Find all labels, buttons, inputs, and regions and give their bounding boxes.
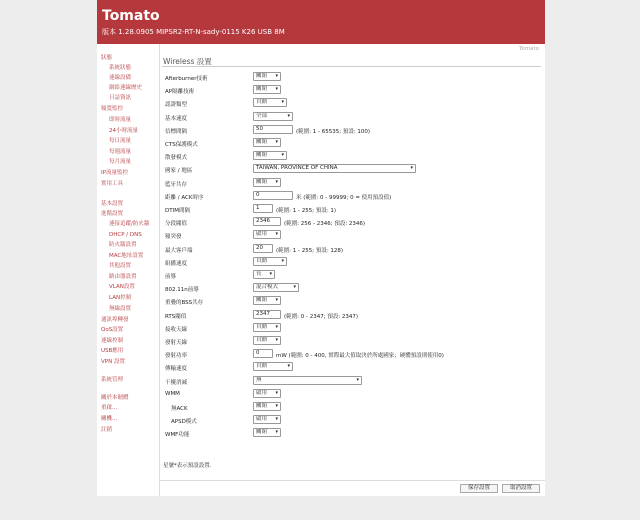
setting-row xyxy=(165,270,543,281)
nav-item[interactable]: 連線設備 xyxy=(109,75,132,81)
nav-item[interactable]: 其他設置 xyxy=(109,263,132,269)
setting-select[interactable]: 混合模式 ▾ xyxy=(253,283,299,292)
setting-select[interactable]: 啟用 ▾ xyxy=(253,389,281,398)
setting-label: RTS閥值 xyxy=(165,313,187,320)
setting-hint: (範圍: 1 - 255; 預設: 1) xyxy=(276,208,337,214)
setting-input[interactable]: 0 xyxy=(253,191,293,200)
content-area xyxy=(159,44,545,496)
setting-input[interactable]: 50 xyxy=(253,125,293,134)
setting-row xyxy=(165,178,543,189)
page-title: Wireless 設置 xyxy=(163,57,212,66)
nav-item[interactable]: 進階設置 xyxy=(101,211,124,217)
setting-label: 組播速度 xyxy=(165,260,188,267)
setting-select[interactable]: 自動 ▾ xyxy=(253,257,287,266)
setting-input[interactable]: 0 xyxy=(253,349,273,358)
nav-item[interactable]: 網絡連線歷史 xyxy=(109,85,143,91)
nav-item[interactable]: VLAN設置 xyxy=(109,284,135,290)
nav-item[interactable]: 系統管理 xyxy=(101,377,124,383)
setting-select[interactable]: 自動 ▾ xyxy=(253,362,293,371)
nav-item[interactable]: 每日流量 xyxy=(109,138,132,144)
nav-item[interactable]: 連接追蹤/防火牆 xyxy=(109,221,150,227)
setting-select[interactable]: 關閉 ▾ xyxy=(253,151,287,160)
setting-hint: 米 (範圍: 0 - 99999; 0 = 使用預設值) xyxy=(296,194,392,201)
setting-row xyxy=(165,402,543,413)
setting-select[interactable]: 關閉 ▾ xyxy=(253,178,281,187)
version-text: 版本 1.28.0905 MIPSR2-RT-N-sady-0115 K26 USB 8M xyxy=(102,28,285,36)
setting-label: 最大客戶端 xyxy=(165,247,193,254)
setting-label: AP隔離技術 xyxy=(165,89,195,96)
app-title: Tomato xyxy=(102,8,160,24)
nav-item[interactable]: DHCP / DNS xyxy=(109,232,142,238)
setting-label: 前導 xyxy=(165,274,177,280)
setting-hint: (範圍: 1 - 255; 預設: 128) xyxy=(276,247,344,254)
setting-input[interactable]: 20 xyxy=(253,244,273,253)
divider xyxy=(160,480,545,481)
footnote: 星號*表示預設設置. xyxy=(163,463,212,469)
setting-select[interactable]: 關閉 ▾ xyxy=(253,428,281,437)
setting-row xyxy=(165,138,543,149)
setting-label: 信標間隔 xyxy=(165,128,188,135)
setting-label: 接收天線 xyxy=(165,326,188,333)
setting-select[interactable]: TAIWAN, PROVINCE OF CHINA ▾ xyxy=(253,164,416,173)
setting-label: 802.11n前導 xyxy=(165,287,199,294)
setting-row xyxy=(165,336,543,347)
nav-item[interactable]: 通訊埠轉發 xyxy=(101,317,129,323)
setting-label: 重疊的BSS共存 xyxy=(165,300,204,307)
setting-row xyxy=(165,428,543,439)
nav-item[interactable]: IP流量監控 xyxy=(101,170,128,176)
setting-label: 認證類型 xyxy=(165,102,188,109)
setting-hint: (範圍: 256 - 2346; 預設: 2346) xyxy=(284,221,366,228)
setting-label: Afterburner技術 xyxy=(165,76,208,82)
nav-item[interactable]: 連線控制 xyxy=(101,338,124,344)
nav-item[interactable]: LAN控制 xyxy=(109,295,132,301)
nav-item[interactable]: 基本設置 xyxy=(101,201,124,207)
setting-input[interactable]: 1 xyxy=(253,204,273,213)
setting-label: 發射天線 xyxy=(165,340,188,346)
nav-item[interactable]: 重啟... xyxy=(101,405,118,411)
setting-row xyxy=(165,349,543,360)
setting-row xyxy=(165,191,543,202)
setting-label: 基本速度 xyxy=(165,115,188,122)
nav-item[interactable]: 日誌資訊 xyxy=(109,95,132,101)
setting-row xyxy=(165,415,543,426)
setting-row xyxy=(165,376,543,387)
setting-select[interactable]: 啟用 ▾ xyxy=(253,230,281,239)
nav-item[interactable]: 每週流量 xyxy=(109,149,132,155)
header xyxy=(97,0,545,44)
setting-row xyxy=(165,85,543,96)
setting-label: 頻突發 xyxy=(165,234,182,241)
setting-input[interactable]: 2346 xyxy=(253,217,281,226)
nav-item[interactable]: 關於本韌體 xyxy=(101,395,129,401)
setting-row xyxy=(165,151,543,162)
setting-row xyxy=(165,112,543,123)
setting-row xyxy=(165,217,543,228)
setting-row xyxy=(165,230,543,241)
setting-row xyxy=(165,125,543,136)
setting-select[interactable]: 長 ▾ xyxy=(253,270,275,279)
setting-select[interactable]: 無 ▾ xyxy=(253,376,362,385)
nav-item[interactable]: 頻寬監控 xyxy=(101,106,124,112)
main-panel xyxy=(97,44,545,496)
setting-row xyxy=(165,98,543,109)
setting-label: WMF功能 xyxy=(165,432,190,439)
setting-label: 距離 / ACK時序 xyxy=(165,194,204,201)
setting-row xyxy=(165,204,543,215)
nav-item[interactable]: 狀態 xyxy=(101,55,113,61)
divider xyxy=(162,66,541,67)
cancel-button[interactable]: 取消設置 xyxy=(502,484,540,493)
setting-row xyxy=(165,283,543,294)
setting-label: 藍牙共存 xyxy=(165,181,188,188)
nav-item[interactable]: 實用工具 xyxy=(101,181,124,187)
setting-hint: mW (範圍: 0 - 400, 實際最大值取決於所處國家；硬體預設則使用0) xyxy=(276,353,444,360)
setting-label: DTIM間隔 xyxy=(165,208,190,214)
setting-label: 國家 / 地區 xyxy=(165,168,193,175)
setting-select[interactable]: 關閉 ▾ xyxy=(253,72,281,81)
save-button[interactable]: 保存設置 xyxy=(460,484,498,493)
setting-row xyxy=(165,164,543,175)
setting-label: CTS保護模式 xyxy=(165,142,198,148)
setting-select[interactable]: 關閉 ▾ xyxy=(253,296,281,305)
nav-item[interactable]: 系統狀態 xyxy=(109,65,132,71)
nav-item[interactable]: 註銷 xyxy=(101,427,113,433)
nav-item[interactable]: 每月流量 xyxy=(109,159,132,165)
setting-hint: (範圍: 0 - 2347; 預設: 2347) xyxy=(284,313,359,320)
setting-label: 散發模式 xyxy=(165,155,188,162)
setting-label: WMM xyxy=(165,390,180,397)
nav-item[interactable]: 路由器設置 xyxy=(109,274,137,280)
setting-label: 分段閥值 xyxy=(165,221,188,228)
setting-label: 無ACK xyxy=(171,406,188,412)
setting-label: 發射功率 xyxy=(165,353,188,360)
nav-item[interactable]: 無線設置 xyxy=(109,306,132,312)
setting-hint: (範圍: 1 - 65535; 預設: 100) xyxy=(296,128,371,135)
setting-row xyxy=(165,72,543,83)
setting-select[interactable]: 關閉 ▾ xyxy=(253,402,281,411)
setting-label: 傳輸速度 xyxy=(165,366,188,373)
setting-row xyxy=(165,257,543,268)
sidebar-nav xyxy=(97,44,159,496)
brand-label: Tomato xyxy=(518,46,539,52)
nav-item[interactable]: VPN 設置 xyxy=(101,359,125,365)
nav-item[interactable]: MAC地址設置 xyxy=(109,253,144,259)
setting-row xyxy=(165,296,543,307)
setting-select[interactable]: 自動 ▾ xyxy=(253,336,281,345)
setting-row xyxy=(165,389,543,400)
setting-row xyxy=(165,362,543,373)
setting-select[interactable]: 關閉 ▾ xyxy=(253,138,281,147)
nav-item[interactable]: QoS設置 xyxy=(101,327,124,333)
setting-select[interactable]: 全部 ▾ xyxy=(253,112,293,121)
setting-select[interactable]: 關閉 ▾ xyxy=(253,85,281,94)
nav-item[interactable]: 防火牆設置 xyxy=(109,242,137,248)
setting-input[interactable]: 2347 xyxy=(253,310,281,319)
nav-item[interactable]: 關機... xyxy=(101,416,118,422)
setting-row xyxy=(165,244,543,255)
nav-item[interactable]: USB應用 xyxy=(101,348,124,354)
setting-row xyxy=(165,310,543,321)
setting-label: 干擾消減 xyxy=(165,379,188,386)
setting-label: APSD模式 xyxy=(171,419,197,426)
setting-select[interactable]: 啟用 ▾ xyxy=(253,415,281,424)
nav-item[interactable]: 即時流量 xyxy=(109,117,132,123)
nav-item[interactable]: 24小時流量 xyxy=(109,128,138,134)
setting-select[interactable]: 自動 ▾ xyxy=(253,98,287,107)
setting-select[interactable]: 自動 ▾ xyxy=(253,323,281,332)
setting-row xyxy=(165,323,543,334)
